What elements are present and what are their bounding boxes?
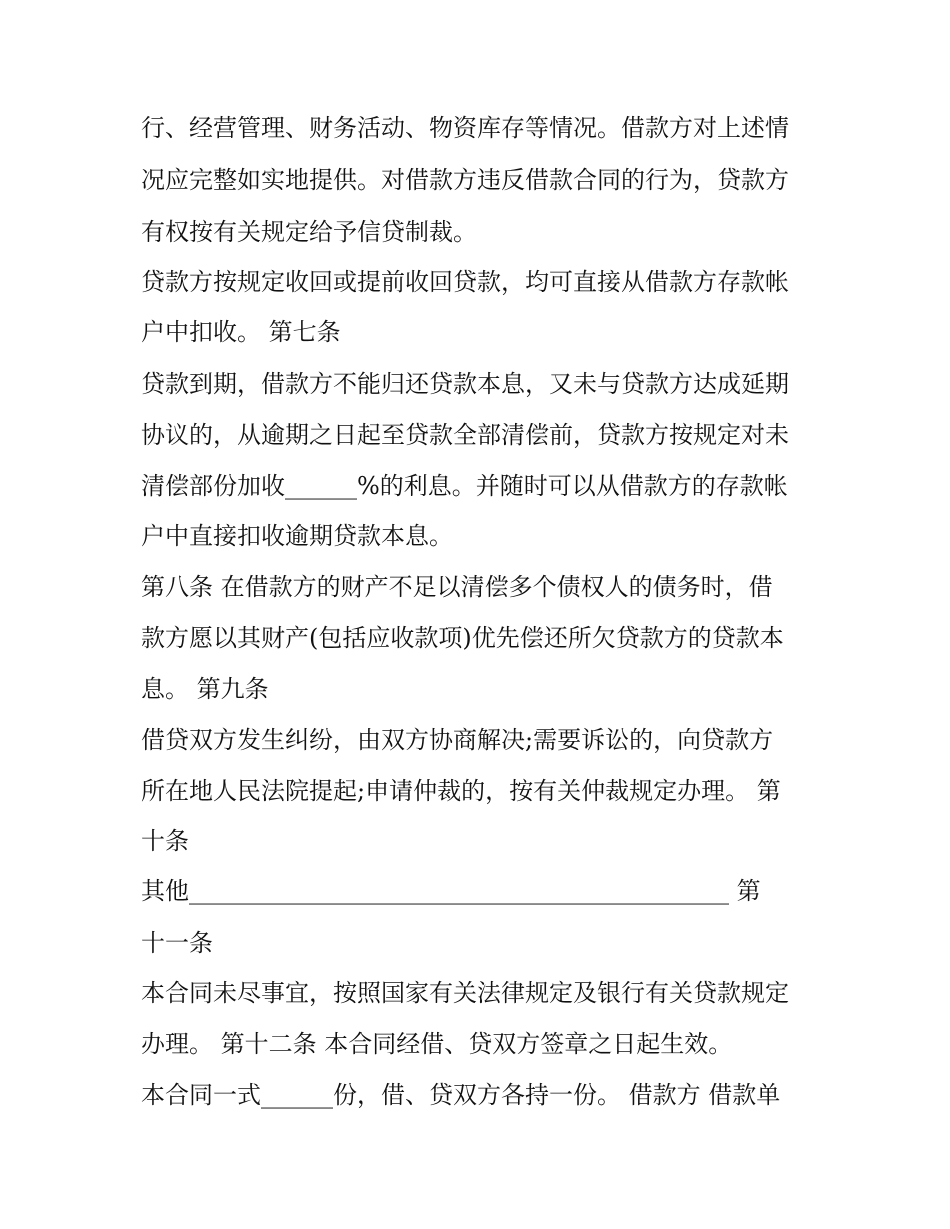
text-line: 办理。 第十二条 本合同经借、贷双方签章之日起生效。 xyxy=(141,1030,733,1058)
text-line: 况应完整如实地提供。对借款方违反借款合同的行为，贷款方 xyxy=(141,166,789,194)
text-line: 借贷双方发生纠纷，由双方协商解决;需要诉讼的，向贷款方 xyxy=(141,726,774,754)
text-line: 十一条 xyxy=(141,929,213,957)
text-line: 款方愿以其财产(包括应收款项)优先偿还所欠贷款方的贷款本 xyxy=(141,624,784,652)
text-line: 本合同一式______份，借、贷双方各持一份。 借款方 借款单 xyxy=(141,1081,781,1109)
text-line: 第八条 在借款方的财产不足以清偿多个债权人的债务时，借 xyxy=(141,573,773,601)
text-line: 户中直接扣收逾期贷款本息。 xyxy=(141,522,453,550)
text-line: 清偿部份加收______%的利息。并随时可以从借款方的存款帐 xyxy=(141,472,788,500)
text-line: 协议的，从逾期之日起至贷款全部清偿前，贷款方按规定对未 xyxy=(141,421,789,449)
text-line: 十条 xyxy=(141,827,189,855)
text-line: 户中扣收。 第七条 xyxy=(141,318,341,346)
text-line: 其他_____________________________________________ 第 xyxy=(141,877,761,905)
text-line: 有权按有关规定给予信贷制裁。 xyxy=(141,218,477,246)
text-line: 行、经营管理、财务活动、物资库存等情况。借款方对上述情 xyxy=(141,114,789,142)
text-line: 贷款到期，借款方不能归还贷款本息，又未与贷款方达成延期 xyxy=(141,370,789,398)
text-line: 贷款方按规定收回或提前收回贷款，均可直接从借款方存款帐 xyxy=(141,268,789,296)
text-line: 所在地人民法院提起;申请仲裁的，按有关仲裁规定办理。 第 xyxy=(141,777,781,805)
text-line: 本合同未尽事宜，按照国家有关法律规定及银行有关贷款规定 xyxy=(141,979,789,1007)
text-line: 息。 第九条 xyxy=(141,675,269,703)
